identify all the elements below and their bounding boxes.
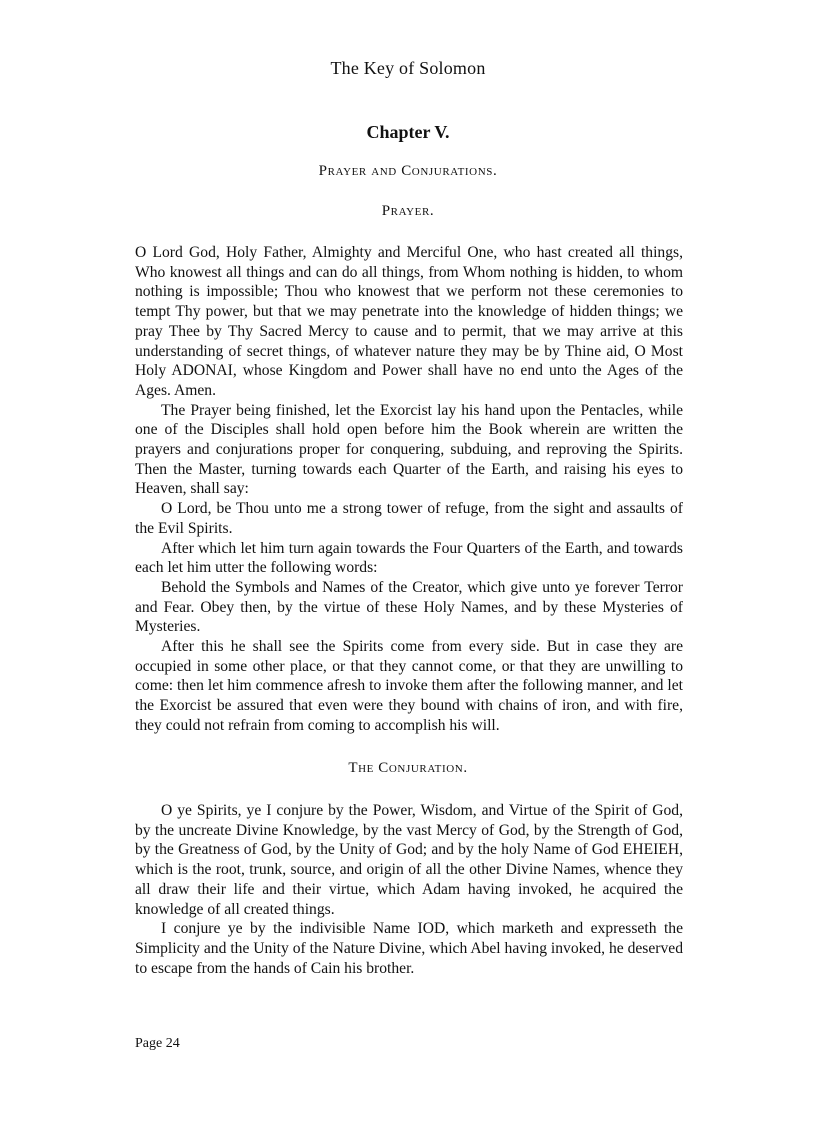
prayer-text-block xyxy=(135,243,683,736)
paragraph: After this he shall see the Spirits come from every side. But in case they are occupied in some other place, or that they cannot come, or that they are unwilling to come: then let him commence afresh to invoke them after the following manner, and let the Exorcist be assured that even were they bound with chains of iron, and with fire, they could not refrain from coming to accomplish his will. xyxy=(135,638,683,734)
conjuration-text-block xyxy=(135,801,683,978)
chapter-subtitle: Prayer and Conjurations. xyxy=(318,163,498,179)
paragraph: O Lord, be Thou unto me a strong tower of refuge, from the sight and assaults of the Evil Spirits. xyxy=(135,500,683,537)
paragraph: O ye Spirits, ye I conjure by the Power, Wisdom, and Virtue of the Spirit of God, by the uncreate Divine Knowledge, by the vast Mercy of God, by the Strength of God, by the Greatness of God, by the Unity of God; and by the holy Name of God EHEIEH, which is the root, trunk, source, and origin of all the other Divine Names, whence they all draw their life and their virtue, which Adam having invoked, he acquired the knowledge of all created things. xyxy=(135,802,683,918)
prayer-heading: Prayer. xyxy=(381,203,435,219)
chapter-title: Chapter V. xyxy=(366,122,450,142)
page-number: Page 24 xyxy=(135,1036,180,1051)
paragraph: After which let him turn again towards the Four Quarters of the Earth, and towards each let him utter the following words: xyxy=(135,539,683,577)
paragraph: O Lord God, Holy Father, Almighty and Merciful One, who hast created all things, Who knowest all things and can do all things, from Whom nothing is hidden, to whom nothing is impossible; Thou who knowest that we perform not these ceremonies to tempt Thy power, but that we may penetrate into the knowledge of hidden things; we pray Thee by Thy Sacred Mercy to cause and to permit, that we may arrive at this understanding of secret things, of whatever nature they may be by Thine aid, O Most Holy ADONAI, whose Kingdom and Power shall have no end unto the Ages of the Ages. Amen. xyxy=(135,244,683,399)
paragraph: Behold the Symbols and Names of the Creator, which give unto ye forever Terror and Fear. Obey then, by the virtue of these Holy Names, and by these Mysteries of Mysteries. xyxy=(135,578,683,636)
conjuration-heading: The Conjuration. xyxy=(348,760,468,776)
paragraph: The Prayer being finished, let the Exorcist lay his hand upon the Pentacles, while one of the Disciples shall hold open before him the Book wherein are written the prayers and conjurations proper for conquering, subduing, and reproving the Spirits. Then the Master, turning towards each Quarter of the Earth, and raising his eyes to Heaven, shall say: xyxy=(135,401,683,498)
running-title: The Key of Solomon xyxy=(330,58,486,78)
paragraph: I conjure ye by the indivisible Name IOD, which marketh and expresseth the Simplicity and the Unity of the Nature Divine, which Abel having invoked, he deserved to escape from the hands of Cain his brother. xyxy=(135,920,683,977)
